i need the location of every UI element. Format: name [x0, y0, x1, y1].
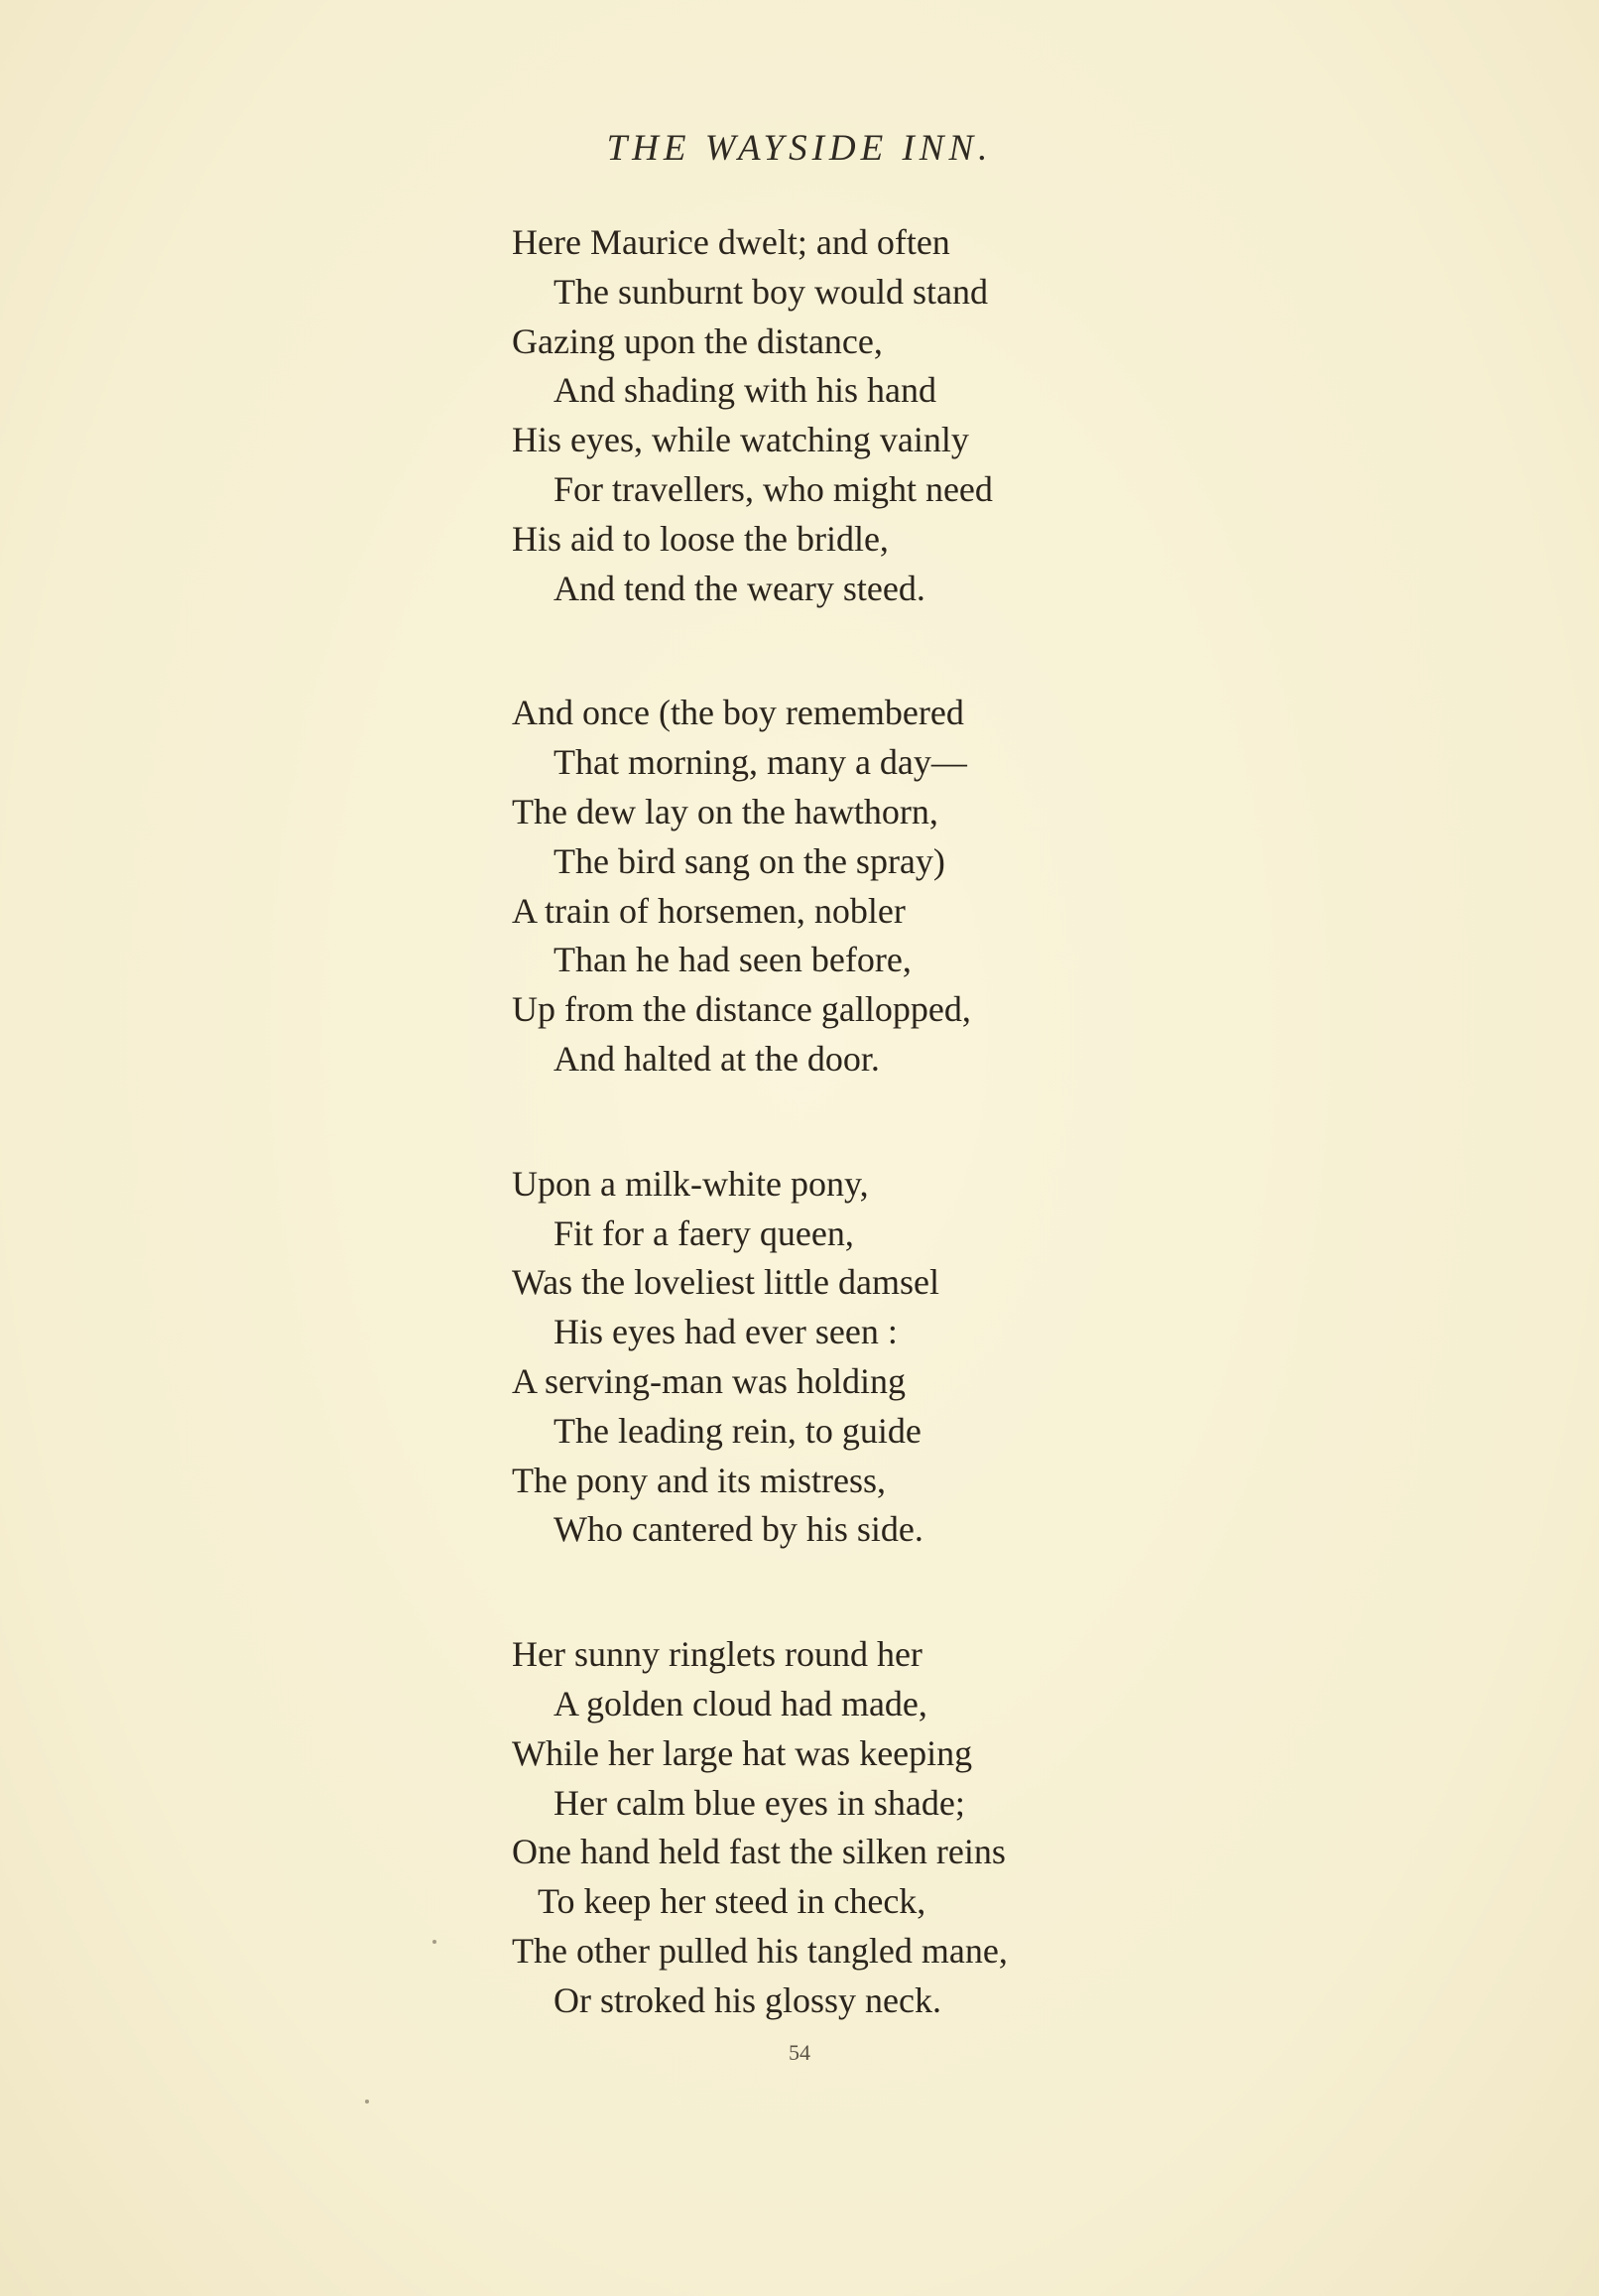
poem-line: While her large hat was keeping [512, 1732, 973, 1773]
stanza-1 [512, 218, 1008, 613]
poem-line: The leading rein, to guide [554, 1410, 922, 1451]
poem-line: The pony and its mistress, [512, 1460, 886, 1500]
poem-line: And shading with his hand [554, 370, 936, 411]
poem-line: And tend the weary steed. [554, 568, 925, 608]
poem-line: And halted at the door. [554, 1038, 880, 1079]
poem-line: Than he had seen before, [554, 940, 912, 980]
stanza-4 [512, 1630, 1008, 2025]
poem-line: Up from the distance gallopped, [512, 989, 971, 1030]
stanza-3 [512, 1160, 1008, 1555]
poem-line: Her calm blue eyes in shade; [554, 1782, 965, 1823]
poem-line: The other pulled his tangled mane, [512, 1930, 1008, 1971]
poem-line: A golden cloud had made, [554, 1683, 927, 1723]
poem-line: The sunburnt boy would stand [554, 271, 988, 312]
poem-line: His eyes had ever seen : [554, 1312, 898, 1352]
poem-line: A serving-man was holding [512, 1360, 906, 1401]
poem-line: Her sunny ringlets round her [512, 1634, 922, 1675]
poem-line: A train of horsemen, nobler [512, 890, 906, 931]
running-title: THE WAYSIDE INN. [606, 128, 993, 169]
poem-line: And once (the boy remembered [512, 693, 964, 733]
poem-line: Gazing upon the distance, [512, 320, 883, 361]
poem-line: The dew lay on the hawthorn, [512, 791, 938, 831]
poem-line: His eyes, while watching vainly [512, 420, 969, 460]
poem-line: Upon a milk-white pony, [512, 1163, 869, 1204]
poem-line: Was the loveliest little damsel [512, 1262, 939, 1303]
poem-line: His aid to loose the bridle, [512, 518, 889, 559]
stanza-2 [512, 689, 1008, 1084]
poem-line: The bird sang on the spray) [554, 840, 945, 881]
poem-line: That morning, many a day— [554, 742, 967, 783]
poem-line: Or stroked his glossy neck. [554, 1979, 941, 2020]
page-number: 54 [789, 2040, 810, 2065]
paper-speck [432, 1940, 436, 1944]
paper-speck [365, 2100, 369, 2104]
poem-line: To keep her steed in check, [538, 1881, 926, 1922]
poem-line: One hand held fast the silken reins [512, 1832, 1006, 1872]
poem-body [512, 218, 1008, 2026]
poem-line: Here Maurice dwelt; and often [512, 222, 950, 262]
poem-line: For travellers, who might need [554, 468, 993, 509]
poem-line: Who cantered by his side. [554, 1509, 923, 1550]
poem-line: Fit for a faery queen, [554, 1212, 854, 1253]
